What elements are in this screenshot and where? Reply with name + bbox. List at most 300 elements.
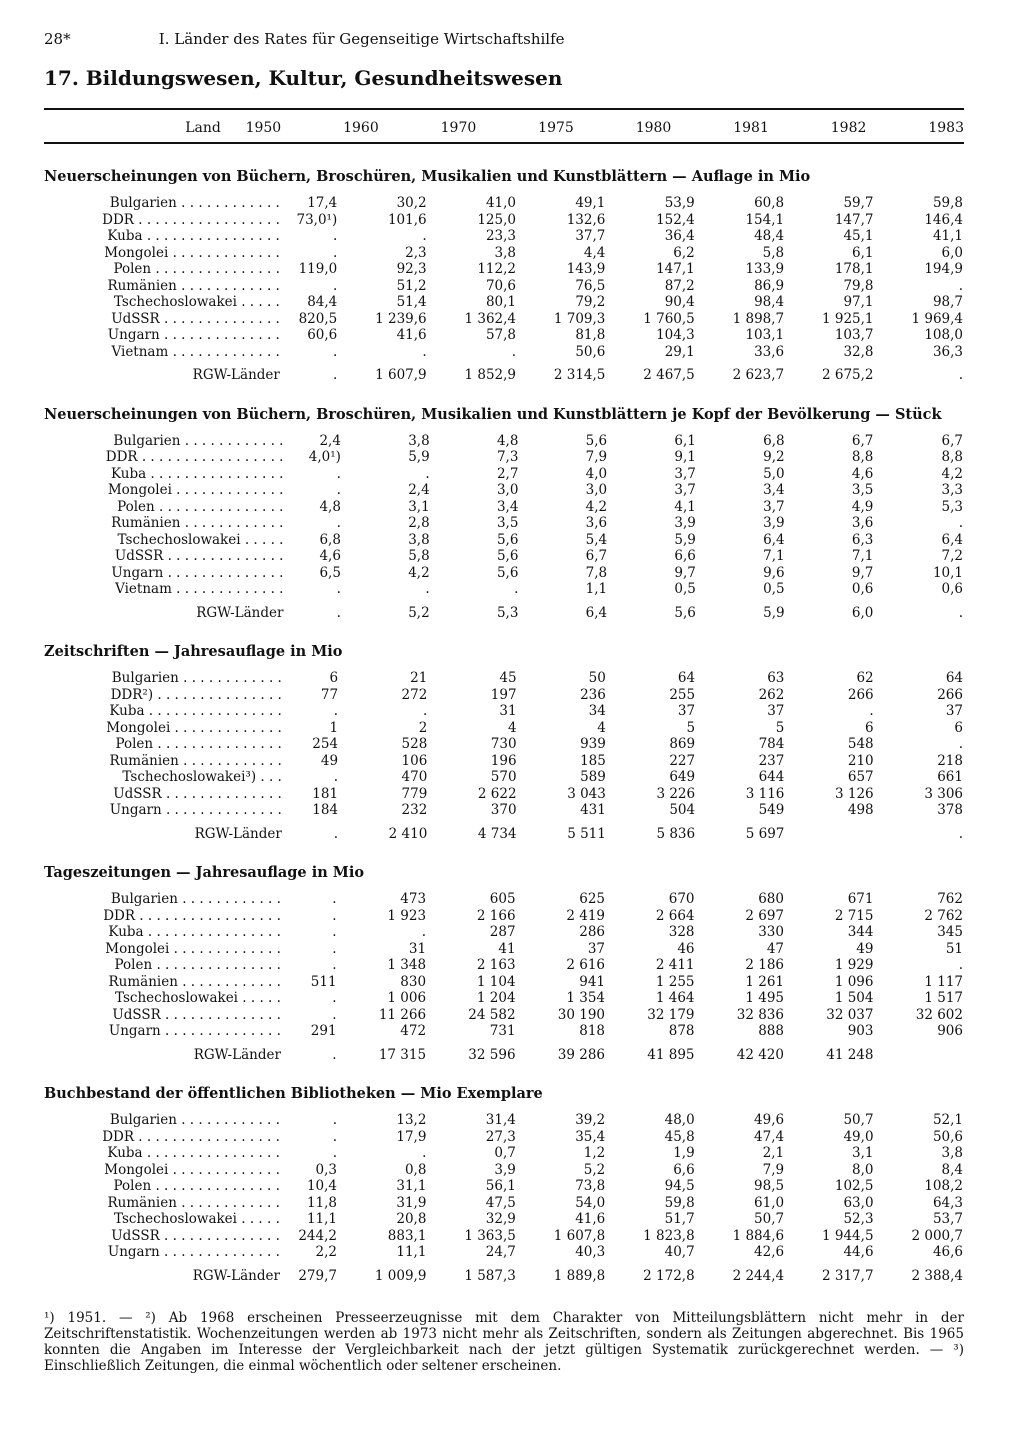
- table-cell: 119,0: [298, 261, 338, 277]
- table-cell: 473: [400, 891, 427, 907]
- table-total-row: [44, 360, 964, 384]
- table-cell: 98,5: [754, 1178, 785, 1194]
- table-cell: 60,8: [754, 195, 785, 211]
- table-cell: 197: [490, 686, 517, 703]
- table-cell: 762: [937, 891, 963, 907]
- table-section: [44, 406, 964, 622]
- table-cell: .: [958, 367, 963, 383]
- table-cell: 3,9: [674, 515, 696, 531]
- column-header-year: 1980: [635, 120, 672, 136]
- row-label: DDR . . . . . . . . . . . . . . . . .: [102, 1128, 280, 1145]
- row-label: Bulgarien . . . . . . . . . . . .: [110, 891, 281, 907]
- table-cell: 6,4: [941, 531, 963, 548]
- table-cell: 102,5: [834, 1178, 874, 1194]
- table-section: [44, 643, 964, 842]
- table-cell: 63: [767, 670, 785, 686]
- row-label: Mongolei . . . . . . . . . . . . .: [104, 244, 280, 261]
- table-cell: 2 000,7: [911, 1227, 963, 1244]
- table-cell: 73,8: [575, 1178, 606, 1194]
- table-cell: 2 616: [566, 957, 606, 973]
- table-cell: 227: [669, 752, 696, 769]
- table-cell: 7,9: [762, 1161, 785, 1178]
- table-cell: 50,6: [575, 343, 606, 360]
- table-cell: 939: [580, 736, 606, 752]
- table-cell: .: [333, 703, 339, 719]
- table-cell: 3,1: [852, 1145, 874, 1161]
- table-cell: 6,7: [585, 548, 608, 564]
- table-cell: 570: [490, 769, 517, 785]
- table-cell: 1 944,5: [822, 1227, 874, 1244]
- table-row: [44, 1145, 964, 1162]
- table-cell: 3,7: [674, 482, 696, 498]
- table-cell: .: [336, 465, 341, 482]
- table-cell: 44,6: [843, 1244, 874, 1260]
- table-cell: 1,1: [585, 581, 608, 597]
- table-cell: 1 823,8: [643, 1227, 695, 1244]
- table-total-row: [44, 1261, 964, 1285]
- table-cell: 1 464: [655, 990, 695, 1006]
- table-cell: 5,6: [496, 548, 519, 564]
- table-cell: 0,5: [674, 581, 696, 597]
- table-cell: 3,9: [763, 515, 785, 531]
- table-cell: .: [425, 581, 430, 597]
- table-cell: .: [332, 1006, 337, 1023]
- table-cell: 6,2: [673, 244, 695, 261]
- table-cell: 7,2: [941, 548, 963, 564]
- table-section-title: Neuerscheinungen von Büchern, Broschüren, Musikalien und Kunstblättern — Auflage in Mio: [44, 168, 811, 185]
- table-row: [44, 581, 964, 598]
- table-cell: 0,8: [404, 1161, 427, 1178]
- table-cell: 51: [945, 940, 963, 957]
- table-cell: 37: [767, 703, 785, 719]
- table-cell: 52,3: [843, 1211, 874, 1227]
- table-cell: 76,5: [575, 277, 606, 294]
- table-total-row: [44, 598, 964, 622]
- table-cell: 9,7: [851, 564, 874, 581]
- table-cell: 80,1: [485, 294, 516, 310]
- table-row: [44, 565, 964, 582]
- row-label: Ungarn . . . . . . . . . . . . . .: [108, 1023, 281, 1039]
- table-cell: .: [332, 907, 337, 924]
- table-cell: .: [332, 1046, 337, 1063]
- table-cell: 3,5: [496, 515, 519, 531]
- table-cell: 345: [937, 924, 963, 940]
- table-cell: .: [421, 924, 427, 940]
- table-cell: 266: [847, 686, 874, 703]
- table-row: [44, 515, 964, 532]
- table-cell: .: [332, 1112, 337, 1128]
- table-cell: 2 166: [476, 907, 516, 924]
- table-cell: .: [332, 1145, 337, 1161]
- table-cell: 184: [312, 802, 339, 818]
- table-cell: 218: [937, 752, 963, 769]
- table-cell: 3,5: [851, 482, 874, 498]
- table-row: [44, 1162, 964, 1179]
- column-header-year: 1975: [538, 120, 574, 136]
- table-cell: 0,6: [851, 581, 874, 597]
- table-cell: 39 286: [557, 1046, 606, 1063]
- table-cell: 4,2: [585, 498, 608, 515]
- table-cell: 37,7: [575, 228, 606, 244]
- table-cell: 31: [408, 940, 427, 957]
- table-cell: 9,1: [674, 449, 696, 465]
- table-row: [44, 974, 964, 991]
- table-cell: 49: [856, 940, 874, 957]
- table-cell: 86,9: [754, 277, 785, 294]
- total-label: RGW-Länder: [196, 604, 284, 621]
- table-cell: 8,0: [852, 1161, 874, 1178]
- row-label: DDR²) . . . . . . . . . . . . . . .: [110, 686, 282, 703]
- table-cell: 50,7: [754, 1211, 785, 1227]
- table-cell: 1 607,8: [553, 1227, 606, 1244]
- table-cell: 32,8: [843, 343, 874, 360]
- row-label: Bulgarien . . . . . . . . . . . .: [113, 432, 284, 449]
- table-cell: 108,0: [924, 327, 963, 343]
- table-cell: 47,4: [754, 1128, 785, 1145]
- table-cell: 47,5: [485, 1194, 516, 1211]
- table-cell: 7,1: [851, 548, 874, 564]
- row-label: Ungarn . . . . . . . . . . . . . .: [111, 564, 284, 581]
- table-cell: 3,9: [494, 1161, 516, 1178]
- table-cell: 4,2: [941, 465, 963, 482]
- data-table: [44, 195, 964, 384]
- table-cell: 1 889,8: [553, 1267, 606, 1284]
- total-label: RGW-Länder: [192, 1267, 280, 1284]
- table-cell: 90,4: [664, 294, 695, 310]
- table-cell: .: [422, 343, 427, 360]
- table-cell: 1 760,5: [643, 310, 695, 327]
- table-cell: 112,2: [477, 261, 516, 277]
- table-cell: 11,1: [306, 1211, 337, 1227]
- table-cell: 2 317,7: [822, 1267, 874, 1284]
- table-row: [44, 433, 964, 450]
- table-cell: 818: [579, 1023, 606, 1039]
- table-cell: 41,6: [396, 327, 427, 343]
- table-cell: 625: [579, 891, 606, 907]
- table-cell: 20,8: [396, 1211, 427, 1227]
- table-cell: 266: [937, 686, 963, 703]
- table-row: [44, 261, 964, 278]
- table-cell: 194,9: [924, 261, 963, 277]
- table-cell: 330: [758, 924, 784, 940]
- table-cell: 6,7: [941, 432, 963, 449]
- table-cell: .: [423, 703, 428, 719]
- table-row: [44, 670, 964, 687]
- page-number: 28*: [44, 30, 71, 48]
- table-cell: .: [336, 515, 341, 531]
- table-cell: 46,6: [932, 1244, 963, 1260]
- table-cell: 784: [758, 736, 785, 752]
- row-label: Vietnam . . . . . . . . . . . . .: [115, 581, 284, 597]
- row-label: Tschechoslowakei . . . . .: [113, 1211, 280, 1227]
- table-cell: 2 186: [745, 957, 784, 973]
- table-cell: 98,7: [932, 294, 963, 310]
- table-cell: 3 306: [924, 785, 963, 802]
- data-table: [44, 670, 964, 842]
- table-cell: 5,0: [763, 465, 785, 482]
- table-cell: 132,6: [566, 211, 606, 228]
- table-cell: 5,3: [941, 498, 963, 515]
- table-cell: 3 116: [745, 785, 785, 802]
- table-cell: 0,7: [494, 1145, 516, 1161]
- total-label: RGW-Länder: [194, 825, 282, 842]
- data-table: [44, 1112, 964, 1284]
- table-cell: 46: [677, 940, 695, 957]
- table-cell: 1 969,4: [911, 310, 963, 327]
- table-cell: 5: [686, 719, 696, 736]
- table-cell: .: [514, 581, 519, 597]
- table-cell: .: [958, 604, 963, 621]
- table-cell: 1 009,9: [374, 1267, 427, 1284]
- column-header-land: Land: [185, 120, 221, 136]
- table-cell: 32,9: [485, 1211, 516, 1227]
- table-cell: 4,4: [583, 244, 606, 261]
- table-cell: 244,2: [298, 1227, 337, 1244]
- table-cell: 98,4: [754, 294, 785, 310]
- table-cell: 73,0¹): [296, 211, 338, 228]
- row-label: Mongolei . . . . . . . . . . . . .: [106, 719, 282, 736]
- table-cell: 779: [401, 785, 428, 802]
- table-cell: 32 037: [826, 1006, 874, 1023]
- table-cell: 888: [758, 1023, 784, 1039]
- table-cell: 3,1: [408, 498, 430, 515]
- table-cell: 104,3: [656, 327, 695, 343]
- table-cell: 5 511: [567, 825, 606, 842]
- table-cell: 2 715: [834, 907, 874, 924]
- table-cell: 2: [418, 719, 428, 736]
- row-label: Bulgarien . . . . . . . . . . . .: [111, 670, 282, 686]
- table-row: [44, 294, 964, 311]
- row-label: Kuba . . . . . . . . . . . . . . . .: [107, 228, 280, 244]
- row-label: UdSSR . . . . . . . . . . . . . .: [112, 1006, 281, 1023]
- table-row: [44, 941, 964, 958]
- table-cell: 31: [499, 703, 517, 719]
- row-label: Vietnam . . . . . . . . . . . . .: [111, 343, 280, 360]
- table-cell: 41: [498, 940, 516, 957]
- table-cell: 49,1: [575, 195, 606, 211]
- table-row: [44, 1228, 964, 1245]
- row-label: Ungarn . . . . . . . . . . . . . .: [107, 327, 280, 343]
- table-cell: 0,5: [763, 581, 785, 597]
- table-cell: 79,2: [575, 294, 606, 310]
- table-cell: 143,9: [566, 261, 606, 277]
- table-cell: 152,4: [656, 211, 695, 228]
- table-cell: 2 675,2: [821, 367, 874, 383]
- table-cell: 1 884,6: [732, 1227, 785, 1244]
- table-cell: 3,4: [763, 482, 785, 498]
- table-cell: 644: [758, 769, 785, 785]
- table-cell: 3 126: [834, 785, 874, 802]
- table-cell: 262: [758, 686, 785, 703]
- table-cell: .: [958, 515, 963, 531]
- table-cell: 4,2: [408, 564, 430, 581]
- table-cell: 1 925,1: [821, 310, 874, 327]
- table-cell: 125,0: [477, 211, 516, 228]
- table-cell: 36,4: [664, 228, 695, 244]
- table-cell: 40,7: [664, 1244, 695, 1260]
- table-cell: 178,1: [834, 261, 874, 277]
- column-header-year: 1982: [830, 120, 867, 136]
- table-cell: 62: [856, 670, 874, 686]
- table-cell: 31,1: [396, 1178, 427, 1194]
- table-cell: 8,8: [851, 449, 874, 465]
- table-cell: 1 096: [834, 973, 874, 990]
- table-row: [44, 720, 964, 737]
- table-cell: 549: [758, 802, 785, 818]
- table-row: [44, 891, 964, 908]
- table-row: [44, 1129, 964, 1146]
- table-cell: 1 204: [476, 990, 516, 1006]
- table-cell: 2 244,4: [732, 1267, 785, 1284]
- table-section-title: Tageszeitungen — Jahresauflage in Mio: [44, 864, 365, 881]
- table-cell: 3,0: [496, 482, 519, 498]
- table-cell: 41 895: [647, 1046, 695, 1063]
- table-cell: 37: [945, 703, 963, 719]
- table-cell: 210: [847, 752, 874, 769]
- table-cell: 830: [400, 973, 427, 990]
- table-cell: .: [336, 581, 341, 597]
- table-cell: 236: [580, 686, 606, 703]
- table-cell: 7,8: [585, 564, 608, 581]
- table-section: [44, 1085, 964, 1284]
- table-cell: 255: [669, 686, 696, 703]
- row-label: UdSSR . . . . . . . . . . . . . .: [111, 310, 280, 327]
- table-row: [44, 769, 964, 786]
- table-cell: 232: [401, 802, 428, 818]
- table-cell: 181: [312, 785, 339, 802]
- table-cell: 53,9: [664, 195, 695, 211]
- row-label: Polen . . . . . . . . . . . . . . .: [113, 261, 280, 277]
- table-cell: 4: [507, 719, 517, 736]
- table-cell: 3,8: [494, 244, 516, 261]
- table-cell: 27,3: [485, 1128, 516, 1145]
- table-cell: 94,5: [664, 1178, 695, 1194]
- table-cell: 17 315: [378, 1046, 427, 1063]
- table-cell: 41 248: [826, 1046, 874, 1063]
- table-row: [44, 786, 964, 803]
- table-cell: .: [511, 343, 516, 360]
- table-cell: 8,4: [941, 1161, 963, 1178]
- table-cell: 6,0: [851, 604, 874, 621]
- table-cell: 81,8: [575, 327, 606, 343]
- table-cell: 64,3: [932, 1194, 963, 1211]
- table-row: [44, 1112, 964, 1129]
- row-label: Mongolei . . . . . . . . . . . . .: [105, 940, 281, 957]
- table-cell: 33,6: [754, 343, 785, 360]
- table-cell: 87,2: [664, 277, 695, 294]
- table-cell: 3,6: [851, 515, 874, 531]
- table-cell: 2,8: [408, 515, 430, 531]
- section-title: 17. Bildungswesen, Kultur, Gesundheitswesen: [44, 66, 563, 90]
- table-cell: 6: [954, 719, 963, 736]
- table-cell: 286: [579, 924, 606, 940]
- table-cell: 344: [847, 924, 874, 940]
- row-label: Polen . . . . . . . . . . . . . . .: [113, 1178, 280, 1194]
- table-cell: 589: [580, 769, 606, 785]
- table-cell: 5,8: [762, 244, 785, 261]
- table-cell: .: [332, 277, 338, 294]
- table-cell: 291: [310, 1023, 337, 1039]
- table-cell: 54,0: [575, 1194, 606, 1211]
- table-cell: 5 836: [656, 825, 696, 842]
- table-cell: 103,7: [834, 327, 874, 343]
- table-row: [44, 548, 964, 565]
- table-cell: 4,0: [585, 465, 608, 482]
- table-cell: 6,1: [674, 432, 696, 449]
- table-cell: 59,8: [664, 1194, 695, 1211]
- table-cell: 6,5: [319, 564, 341, 581]
- table-cell: 47: [766, 940, 784, 957]
- table-cell: 4,9: [851, 498, 874, 515]
- table-cell: 1 517: [924, 990, 963, 1006]
- table-row: [44, 703, 964, 720]
- table-cell: 272: [401, 686, 428, 703]
- table-row: [44, 1023, 964, 1040]
- table-cell: 101,6: [387, 211, 427, 228]
- table-cell: 77: [320, 686, 339, 703]
- table-cell: 41,6: [575, 1211, 606, 1227]
- table-cell: 48,4: [754, 228, 785, 244]
- table-cell: 3,6: [585, 515, 608, 531]
- table-cell: 24,7: [485, 1244, 516, 1260]
- table-cell: 13,2: [396, 1112, 427, 1128]
- table-cell: 5,2: [583, 1161, 606, 1178]
- table-cell: 6: [329, 670, 339, 686]
- row-label: Kuba . . . . . . . . . . . . . . . .: [108, 924, 281, 940]
- row-label: Tschechoslowakei . . . . .: [114, 990, 281, 1006]
- table-cell: 52,1: [932, 1112, 963, 1128]
- table-cell: 2 411: [655, 957, 695, 973]
- table-cell: 4: [597, 719, 606, 736]
- table-row: [44, 195, 964, 212]
- table-cell: .: [332, 1128, 337, 1145]
- table-cell: .: [332, 957, 337, 973]
- table-cell: 941: [579, 973, 606, 990]
- table-cell: 4,8: [496, 432, 519, 449]
- table-cell: 2 622: [477, 785, 517, 802]
- row-label: UdSSR . . . . . . . . . . . . . .: [111, 1227, 280, 1244]
- table-row: [44, 278, 964, 295]
- table-cell: 37: [587, 940, 606, 957]
- table-cell: 2,3: [405, 244, 427, 261]
- row-label: DDR . . . . . . . . . . . . . . . . .: [103, 907, 281, 924]
- data-table: [44, 891, 964, 1063]
- table-row: [44, 802, 964, 819]
- table-cell: 1 504: [834, 990, 874, 1006]
- table-cell: .: [336, 482, 341, 498]
- row-label: Bulgarien . . . . . . . . . . . .: [109, 195, 280, 211]
- row-label: Rumänien . . . . . . . . . . . .: [111, 515, 284, 531]
- table-cell: 11,8: [306, 1194, 337, 1211]
- table-cell: 3 043: [567, 785, 606, 802]
- table-cell: 470: [401, 769, 428, 785]
- row-label: UdSSR . . . . . . . . . . . . . .: [114, 548, 284, 564]
- table-cell: 10,1: [932, 564, 963, 581]
- table-cell: 1 239,6: [375, 310, 427, 327]
- table-cell: 2,1: [762, 1145, 785, 1161]
- table-cell: 4,1: [674, 498, 696, 515]
- table-cell: 9,7: [674, 564, 696, 581]
- table-cell: 30 190: [557, 1006, 606, 1023]
- table-cell: .: [869, 703, 874, 719]
- table-cell: [874, 1040, 964, 1064]
- table-cell: 7,3: [496, 449, 519, 465]
- row-label: Polen . . . . . . . . . . . . . . .: [114, 957, 281, 973]
- table-cell: 4,8: [319, 498, 341, 515]
- table-row: [44, 466, 964, 483]
- table-cell: 154,1: [745, 211, 785, 228]
- table-cell: 147,1: [656, 261, 695, 277]
